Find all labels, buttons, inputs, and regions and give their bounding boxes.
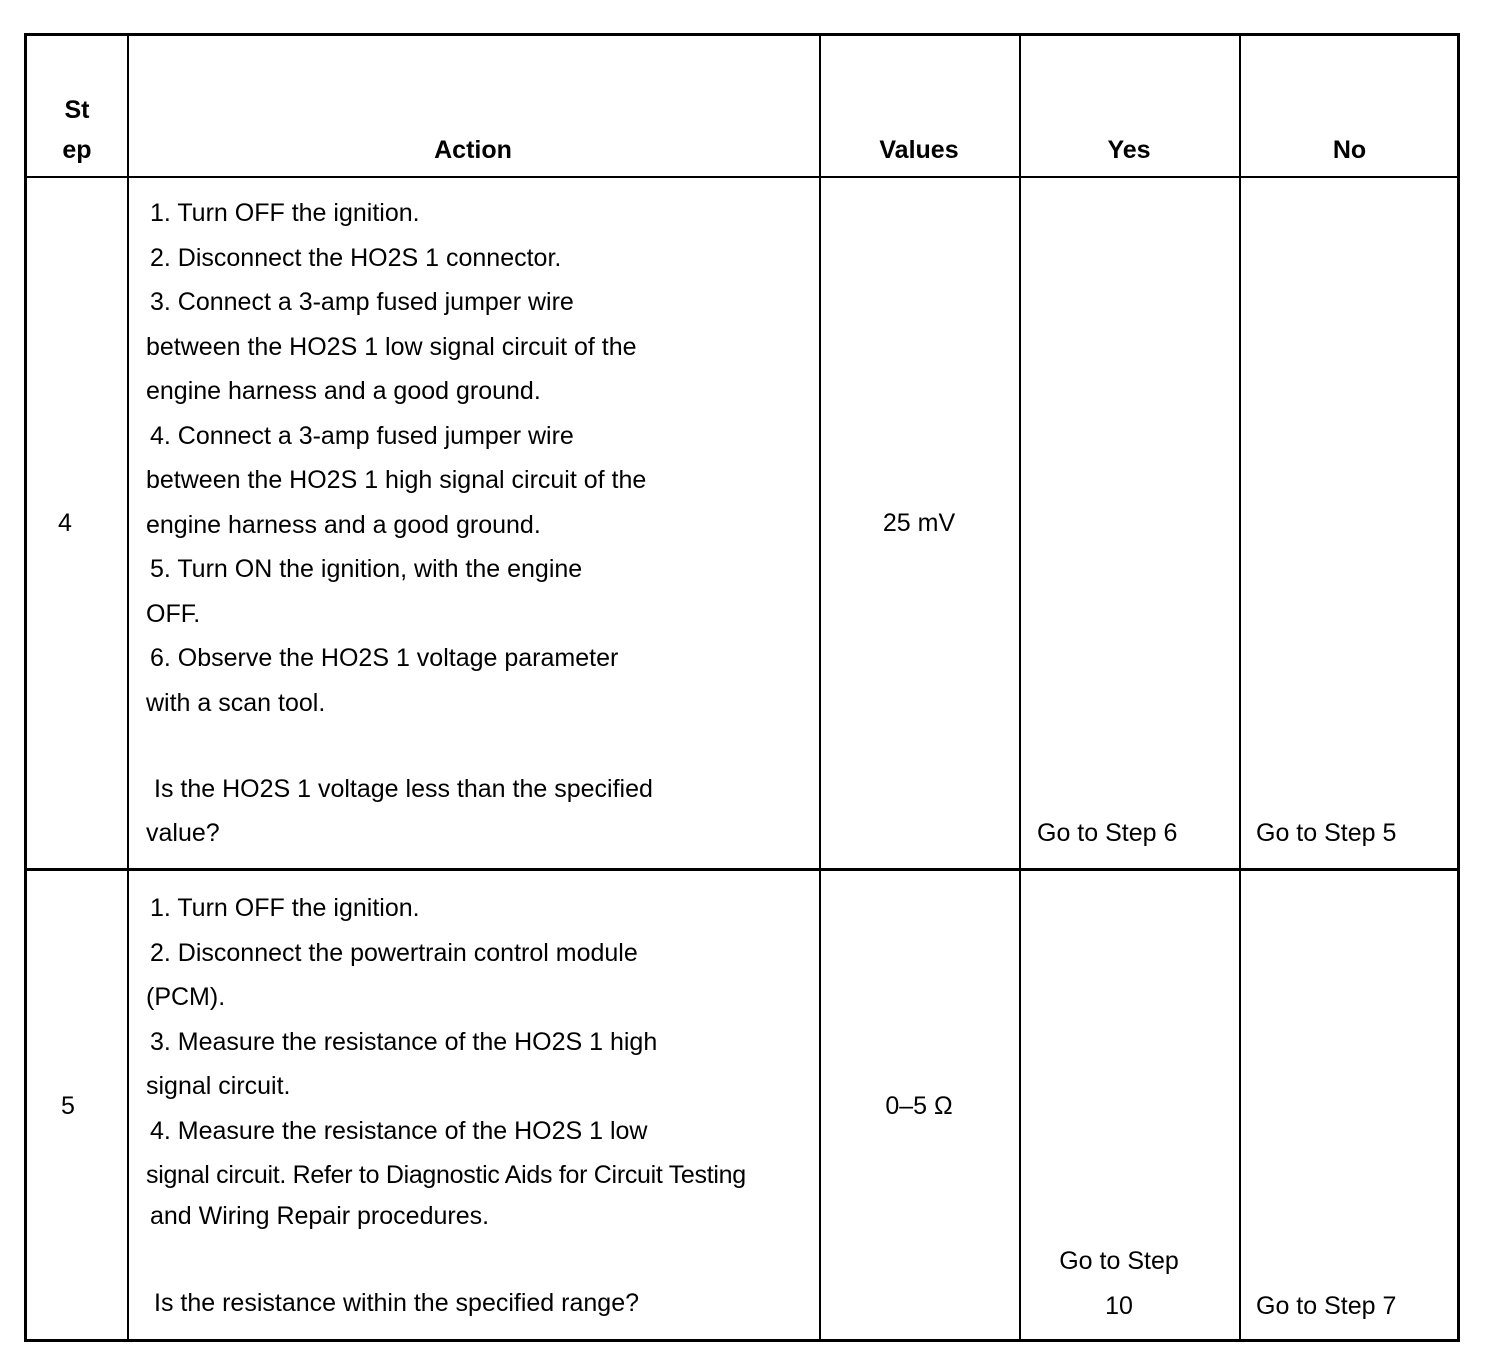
action-line: 5. Turn ON the ignition, with the engine: [150, 555, 583, 583]
header-step: [27, 90, 127, 170]
action-line: 6. Observe the HO2S 1 voltage parameter: [150, 644, 619, 672]
action-text: [146, 191, 816, 856]
action-line: engine harness and a good ground.: [146, 510, 541, 539]
header-step-label: St ep: [62, 96, 92, 164]
question-line: value?: [146, 819, 220, 847]
row-divider: [27, 176, 1457, 178]
diagnostic-table: [24, 33, 1460, 1342]
action-line: 2. Disconnect the powertrain control module: [150, 938, 638, 967]
header-action: Action: [434, 136, 512, 164]
action-line: (PCM).: [146, 983, 226, 1011]
action-line: 4. Connect a 3-amp fused jumper wire: [150, 421, 574, 450]
question-line: Is the resistance within the specified range?: [154, 1288, 639, 1317]
column-divider: [127, 36, 129, 1339]
header-yes: Yes: [1107, 136, 1151, 164]
step-number: 4: [58, 509, 72, 537]
action-line: signal circuit. Refer to Diagnostic Aids for Circuit Testing: [146, 1161, 746, 1189]
action-line: 3. Measure the resistance of the HO2S 1 high: [150, 1027, 658, 1056]
yes-cell: Go to Step 6: [1037, 819, 1178, 847]
yes-line: 10: [1105, 1291, 1133, 1320]
header-values: Values: [879, 136, 959, 164]
header-no: No: [1332, 136, 1367, 164]
action-line: 3. Connect a 3-amp fused jumper wire: [150, 288, 574, 316]
column-divider: [819, 36, 821, 1339]
question-line: Is the HO2S 1 voltage less than the specified: [154, 774, 653, 803]
action-line: 1. Turn OFF the ignition.: [150, 894, 420, 922]
action-line: and Wiring Repair procedures.: [150, 1201, 490, 1230]
action-line: signal circuit.: [146, 1072, 291, 1100]
action-line: engine harness and a good ground.: [146, 377, 541, 405]
action-line: 1. Turn OFF the ignition.: [150, 199, 420, 227]
yes-cell: [1019, 1239, 1219, 1328]
action-line: with a scan tool.: [146, 688, 326, 717]
value-cell: 25 mV: [882, 509, 956, 537]
action-line: 2. Disconnect the HO2S 1 connector.: [150, 243, 562, 272]
action-line: between the HO2S 1 low signal circuit of the: [146, 332, 637, 361]
action-line: OFF.: [146, 599, 201, 628]
action-text: [146, 886, 818, 1325]
column-divider: [1019, 36, 1021, 1339]
value-cell: 0–5 Ω: [885, 1092, 953, 1120]
action-line: between the HO2S 1 high signal circuit of the: [146, 466, 647, 494]
row-divider: [27, 868, 1457, 871]
action-line: 4. Measure the resistance of the HO2S 1 low: [150, 1116, 648, 1145]
column-divider: [1239, 36, 1241, 1339]
step-number: 5: [61, 1092, 75, 1120]
no-cell: Go to Step 5: [1256, 819, 1397, 847]
no-cell: Go to Step 7: [1256, 1292, 1397, 1320]
yes-line: Go to Step: [1059, 1247, 1179, 1275]
